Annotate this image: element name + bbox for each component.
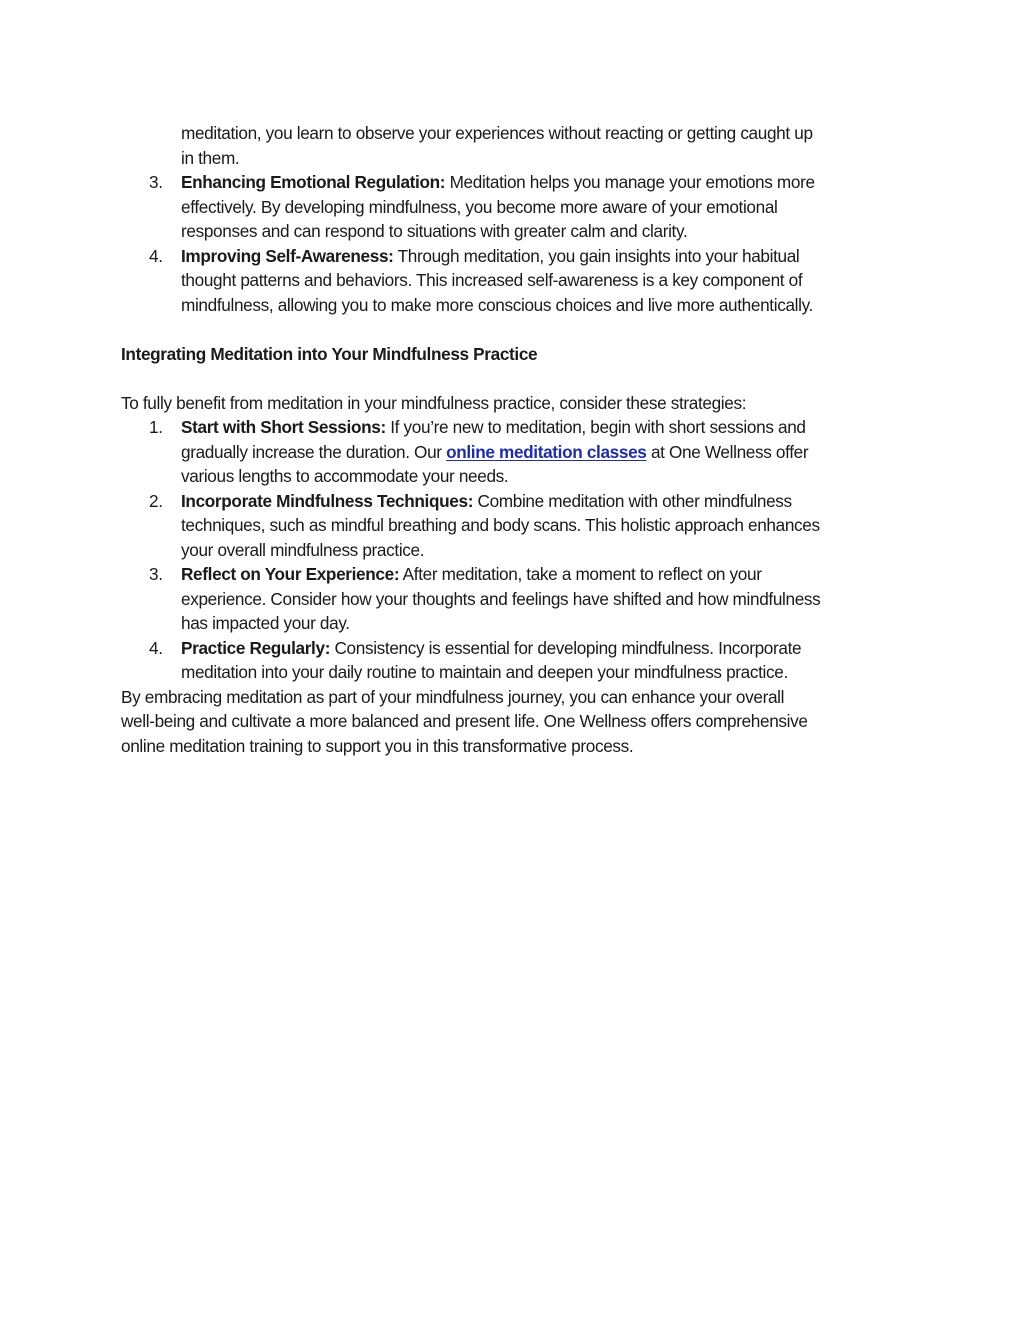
list-number: 4. [149,246,163,266]
list-item-text: at One Wellness offer [646,442,809,462]
list-item-text: Meditation helps you manage your emotions more [445,172,815,192]
list-item-first-line [181,636,801,661]
list-item-title: Improving Self-Awareness: [181,246,394,266]
list-item-title: Incorporate Mindfulness Techniques: [181,491,474,511]
list-item-text: gradually increase the duration. Our [181,442,447,462]
list-item-first-line [181,415,806,440]
list-item-line: mindfulness, allowing you to make more conscious choices and live more authentically. [181,295,813,315]
list-item-line: meditation into your daily routine to maintain and deepen your mindfulness practice. [181,662,788,682]
list-item-text: If you’re new to meditation, begin with short sessions and [385,417,806,437]
list-item-title: Practice Regularly: [181,638,331,658]
list-item-first-line [181,489,792,514]
list-item-line: experience. Consider how your thoughts and feelings have shifted and how mindfulness [181,589,821,609]
list-number: 3. [149,172,163,192]
list-item-text: After meditation, take a moment to reflect on your [399,564,762,584]
list-item-line: thought patterns and behaviors. This increased self-awareness is a key component of [181,270,803,290]
list-item-first-line [181,244,799,269]
online-meditation-classes-link[interactable]: online meditation classes [446,442,647,462]
list-item-first-line [181,170,815,195]
list-item-line: various lengths to accommodate your needs. [181,466,509,486]
section-heading: Integrating Meditation into Your Mindfulness Practice [121,344,538,364]
continuation-line-2: in them. [181,148,240,168]
continuation-line-1: meditation, you learn to observe your experiences without reacting or getting caught up [181,123,813,143]
list-number: 4. [149,638,163,658]
list-item-title: Start with Short Sessions: [181,417,386,437]
list-item-line: techniques, such as mindful breathing and body scans. This holistic approach enhances [181,515,820,535]
list-item-text: Combine meditation with other mindfulness [473,491,792,511]
closing-line: well-being and cultivate a more balanced and present life. One Wellness offers comprehensive [121,711,808,731]
list-item-line: effectively. By developing mindfulness, you become more aware of your emotional [181,197,778,217]
list-number: 3. [149,564,163,584]
list-item-title: Enhancing Emotional Regulation: [181,172,446,192]
section-intro: To fully benefit from meditation in your mindfulness practice, consider these strategies: [121,393,747,413]
closing-line: By embracing meditation as part of your mindfulness journey, you can enhance your overall [121,687,785,707]
list-item-line: responses and can respond to situations with greater calm and clarity. [181,221,688,241]
list-item-line: has impacted your day. [181,613,350,633]
list-item-text: Through meditation, you gain insights into your habitual [393,246,800,266]
list-number: 2. [149,491,163,511]
list-item-first-line [181,562,762,587]
list-item-line [181,440,808,465]
list-item-text: Consistency is essential for developing mindfulness. Incorporate [330,638,802,658]
closing-line: online meditation training to support you in this transformative process. [121,736,634,756]
list-number: 1. [149,417,163,437]
list-item-title: Reflect on Your Experience: [181,564,400,584]
list-item-line: your overall mindfulness practice. [181,540,425,560]
